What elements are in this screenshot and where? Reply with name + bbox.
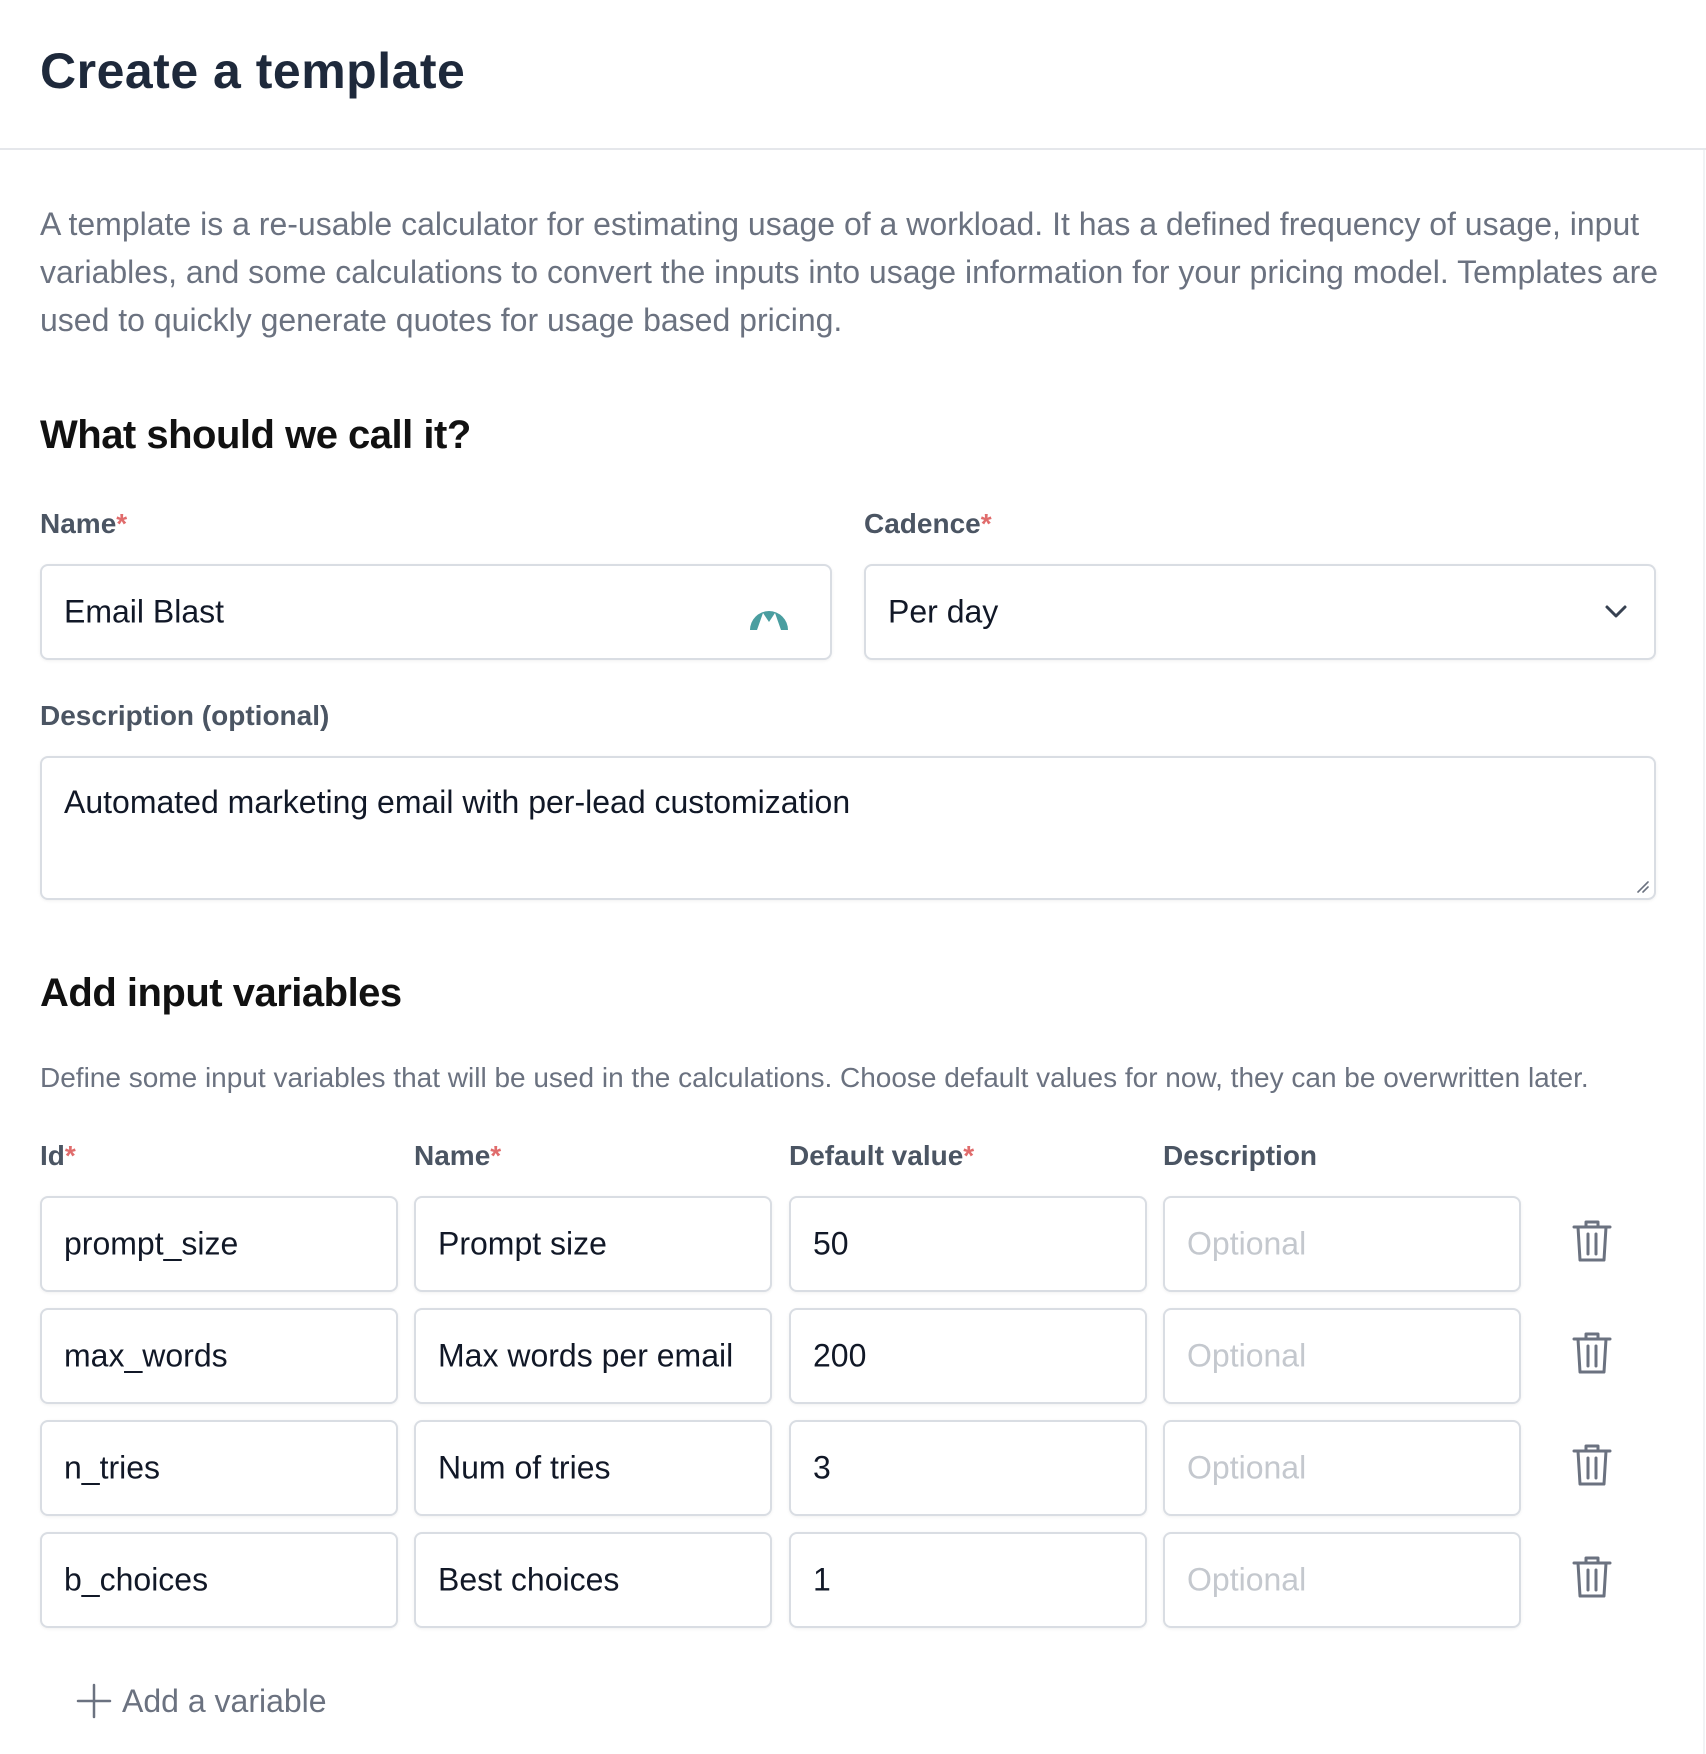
panel-edge: [1703, 150, 1705, 1754]
description-textarea-value: Automated marketing email with per-lead customization: [64, 784, 851, 820]
plus-icon: [76, 1683, 112, 1719]
password-manager-icon[interactable]: [748, 596, 790, 632]
variable-id-input[interactable]: b_choices: [40, 1532, 398, 1628]
cadence-select[interactable]: [864, 564, 1656, 660]
required-asterisk: *: [963, 1140, 975, 1171]
required-asterisk: *: [116, 508, 128, 539]
variable-id-input[interactable]: max_words: [40, 1308, 398, 1404]
cadence-select-value: Per day: [888, 593, 999, 630]
description-label: Description (optional): [40, 700, 330, 731]
variable-description-input[interactable]: Optional: [1163, 1308, 1521, 1404]
variable-default-input[interactable]: 50: [789, 1196, 1147, 1292]
add-variable-label: Add a variable: [122, 1682, 327, 1719]
column-header-name: Name*: [414, 1140, 502, 1171]
required-asterisk: *: [64, 1140, 76, 1171]
naming-section-title: What should we call it?: [40, 413, 471, 457]
variable-name-input[interactable]: Prompt size: [414, 1196, 772, 1292]
column-header-description: Description: [1163, 1140, 1318, 1171]
variable-description-input[interactable]: Optional: [1163, 1532, 1521, 1628]
column-header-id: Id*: [40, 1140, 76, 1171]
page-header: [0, 0, 1706, 150]
trash-icon[interactable]: [1572, 1554, 1612, 1600]
variable-description-input[interactable]: Optional: [1163, 1196, 1521, 1292]
page-title: Create a template: [40, 43, 466, 99]
resize-handle-icon[interactable]: [1634, 878, 1650, 894]
variable-description-input[interactable]: Optional: [1163, 1420, 1521, 1516]
name-input-value: Email Blast: [64, 593, 225, 630]
add-variable-button[interactable]: [76, 1676, 327, 1726]
name-label: Name*: [40, 508, 128, 539]
variable-name-input[interactable]: Max words per email: [414, 1308, 772, 1404]
variable-default-input[interactable]: 1: [789, 1532, 1147, 1628]
variable-id-input[interactable]: prompt_size: [40, 1196, 398, 1292]
required-asterisk: *: [980, 508, 992, 539]
trash-icon[interactable]: [1572, 1218, 1612, 1264]
variables-help-text: Define some input variables that will be used in the calculations. Choose default values for now, they can be overwritten later.: [40, 1062, 1589, 1093]
name-input[interactable]: [40, 564, 832, 660]
trash-icon[interactable]: [1572, 1330, 1612, 1376]
description-textarea[interactable]: [40, 756, 1656, 900]
chevron-down-icon: [1604, 604, 1628, 620]
variable-default-input[interactable]: 3: [789, 1420, 1147, 1516]
required-asterisk: *: [490, 1140, 502, 1171]
trash-icon[interactable]: [1572, 1442, 1612, 1488]
variable-name-input[interactable]: Num of tries: [414, 1420, 772, 1516]
cadence-label: Cadence*: [864, 508, 992, 539]
variable-default-input[interactable]: 200: [789, 1308, 1147, 1404]
variable-name-input[interactable]: Best choices: [414, 1532, 772, 1628]
intro-text: A template is a re-usable calculator for estimating usage of a workload. It has a defined frequency of usage, input variables, and some calculations to convert the inputs into usage information for your pricing model. Templates are used to quickly generate quotes for usage based pricing.: [40, 206, 1659, 338]
variable-id-input[interactable]: n_tries: [40, 1420, 398, 1516]
variables-section-title: Add input variables: [40, 971, 402, 1015]
column-header-default: Default value*: [789, 1140, 975, 1171]
